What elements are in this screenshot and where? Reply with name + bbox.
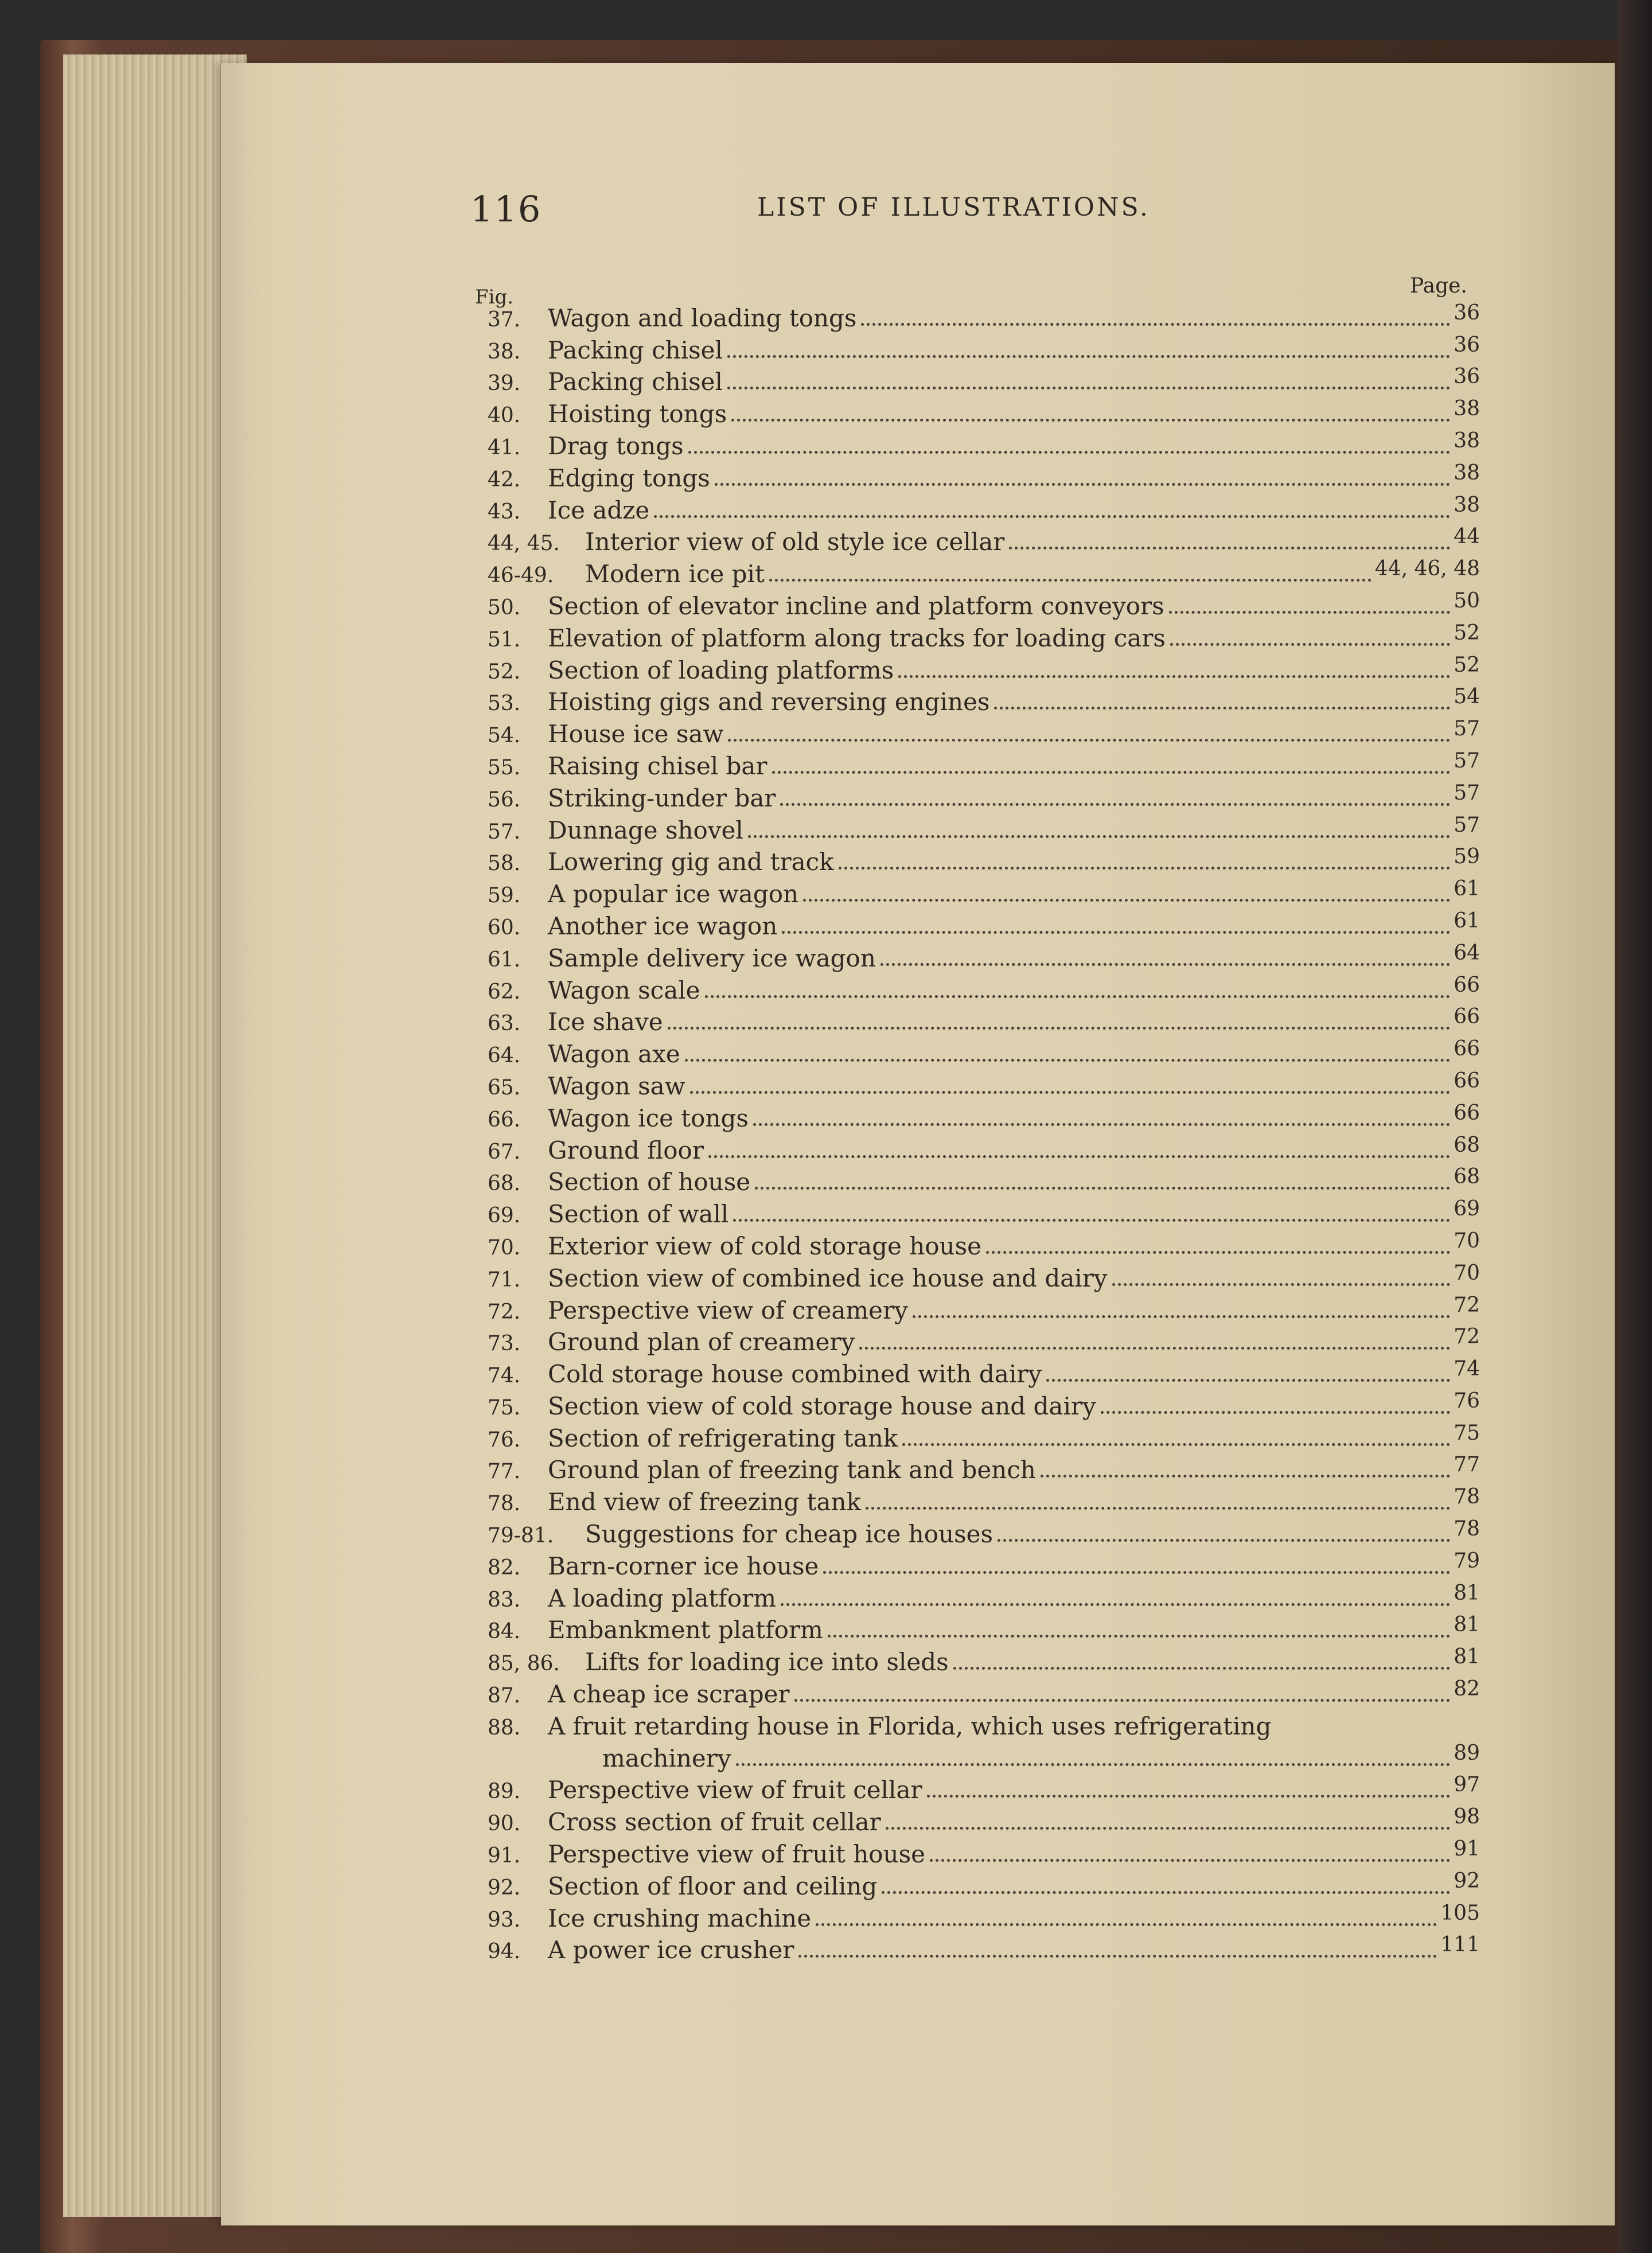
page-number: 116 [470, 188, 542, 230]
illustration-title: Wagon axe [548, 1040, 680, 1069]
list-item [488, 1003, 1480, 1035]
dot-leader [1101, 1411, 1451, 1414]
dot-leader [1041, 1475, 1450, 1478]
fig-number: 42. [488, 467, 521, 492]
dot-leader [690, 1091, 1451, 1094]
fig-number: 55. [488, 755, 521, 779]
fig-column-label: Fig. [475, 286, 514, 309]
list-item [488, 810, 1480, 843]
fig-number: 85, 86. [488, 1652, 560, 1676]
list-item [488, 970, 1480, 1003]
list-item [488, 1866, 1480, 1899]
list-item [488, 362, 1480, 395]
illustration-title: Hoisting tongs [548, 400, 727, 428]
dot-leader [688, 451, 1451, 454]
page-reference: 70 [1454, 1229, 1480, 1253]
dot-leader [715, 483, 1450, 486]
dot-leader [866, 1507, 1450, 1510]
dot-leader [839, 867, 1451, 870]
fig-number: 60. [488, 915, 521, 940]
illustration-title: A popular ice wagon [548, 880, 799, 909]
dot-leader [733, 1219, 1450, 1222]
fig-number: 46-49. [488, 564, 554, 588]
page-reference: 72 [1454, 1325, 1480, 1349]
illustration-title: Interior view of old style ice cellar [585, 528, 1005, 556]
fig-number: 66. [488, 1108, 521, 1132]
page-reference: 75 [1454, 1421, 1480, 1445]
dot-leader [728, 739, 1450, 742]
page-reference: 44, 46, 48 [1374, 557, 1480, 581]
page-reference: 77 [1454, 1453, 1480, 1477]
fig-number: 82. [488, 1556, 521, 1580]
page-title: LIST OF ILLUSTRATIONS. [757, 193, 1151, 222]
list-item [488, 778, 1480, 810]
dot-leader [685, 1059, 1450, 1062]
fig-number: 50. [488, 595, 521, 619]
illustration-title: Lowering gig and track [548, 848, 834, 876]
list-item [488, 1163, 1480, 1195]
dot-leader [769, 579, 1372, 582]
illustration-title: House ice saw [548, 720, 724, 749]
dot-leader [927, 1795, 1451, 1798]
page-reference: 81 [1454, 1645, 1480, 1669]
page-reference: 66 [1454, 1037, 1480, 1061]
illustration-list [488, 298, 1480, 1962]
dot-leader [886, 1827, 1450, 1830]
list-item [488, 1546, 1480, 1578]
dot-leader [727, 387, 1450, 389]
page-reference: 38 [1454, 493, 1480, 517]
dot-leader [731, 419, 1450, 422]
dot-leader [654, 515, 1450, 518]
illustration-title: Wagon saw [548, 1071, 685, 1100]
fig-number: 68. [488, 1172, 521, 1196]
page-reference: 52 [1454, 653, 1480, 677]
page-reference: 89 [1454, 1741, 1480, 1765]
fig-number: 94. [488, 1940, 521, 1964]
list-item [488, 1706, 1480, 1739]
dot-leader [930, 1859, 1450, 1862]
fig-number: 79-81. [488, 1524, 554, 1548]
fig-number: 64. [488, 1044, 521, 1068]
illustration-title: Section of house [548, 1168, 751, 1196]
illustration-title: Lifts for loading ice into sleds [585, 1648, 949, 1677]
fig-number: 53. [488, 692, 521, 716]
page-reference: 68 [1454, 1165, 1480, 1189]
fig-number: 87. [488, 1684, 521, 1708]
list-item [488, 1802, 1480, 1837]
illustration-title: Another ice wagon [548, 911, 778, 940]
page-reference: 82 [1454, 1677, 1480, 1701]
list-item [488, 1194, 1480, 1229]
list-item [488, 843, 1480, 875]
list-item [488, 1739, 1480, 1771]
fig-number: 70. [488, 1235, 521, 1260]
list-item [488, 1674, 1480, 1709]
list-item [488, 554, 1480, 586]
list-item [488, 1834, 1480, 1869]
illustration-title: Wagon ice tongs [548, 1104, 749, 1132]
illustration-title: Ice crushing machine [548, 1904, 812, 1932]
fig-number: 74. [488, 1364, 521, 1388]
page-reference: 64 [1454, 941, 1480, 965]
fig-number: 61. [488, 948, 521, 972]
illustration-title: Striking-under bar [548, 784, 776, 812]
page-reference: 36 [1454, 301, 1480, 325]
illustration-title: Section of refrigerating tank [548, 1424, 898, 1452]
list-item [488, 1258, 1480, 1291]
illustration-title: Elevation of platform along tracks for loading cars [548, 623, 1166, 652]
page-reference: 91 [1454, 1837, 1480, 1861]
page-reference: 81 [1454, 1581, 1480, 1605]
page-reference: 97 [1454, 1773, 1480, 1797]
dot-leader [902, 1443, 1450, 1446]
illustration-title: Perspective view of fruit cellar [548, 1776, 922, 1804]
fig-number: 89. [488, 1780, 521, 1804]
illustration-title: Packing chisel [548, 368, 723, 396]
list-item [488, 1514, 1480, 1549]
illustration-title: A loading platform [548, 1584, 777, 1612]
fig-number: 65. [488, 1075, 521, 1100]
fig-number: 37. [488, 307, 521, 332]
list-item [488, 1642, 1480, 1677]
list-item [488, 1611, 1480, 1643]
illustration-title: Dunnage shovel [548, 816, 743, 844]
page-reference: 105 [1440, 1901, 1480, 1925]
illustration-title: Section of elevator incline and platform conveyors [548, 591, 1164, 620]
page-edges [63, 54, 247, 2217]
illustration-title: Edging tongs [548, 463, 710, 492]
fig-number: 73. [488, 1332, 521, 1356]
dot-leader [798, 1955, 1437, 1958]
page-reference: 38 [1454, 461, 1480, 485]
page-reference: 54 [1454, 685, 1480, 709]
illustration-title: A cheap ice scraper [548, 1680, 790, 1709]
fig-number: 88. [488, 1716, 521, 1740]
fig-number: 83. [488, 1588, 521, 1612]
list-item [488, 1386, 1480, 1418]
list-item [488, 394, 1480, 426]
fig-number: 63. [488, 1012, 521, 1036]
list-item [488, 1771, 1480, 1803]
dot-leader [828, 1635, 1450, 1638]
page-column-label: Page. [1410, 274, 1467, 298]
dot-leader [781, 1603, 1450, 1606]
page-reference: 61 [1454, 909, 1480, 933]
fig-number: 43. [488, 500, 521, 524]
page-reference: 61 [1454, 877, 1480, 901]
dot-leader [708, 1155, 1450, 1158]
dot-leader [782, 931, 1450, 934]
dot-leader [986, 1251, 1450, 1254]
dot-leader [953, 1667, 1450, 1670]
page-reference: 81 [1454, 1613, 1480, 1637]
dot-leader [823, 1571, 1450, 1574]
illustration-title: Section of wall [548, 1200, 729, 1229]
illustration-title: Suggestions for cheap ice houses [585, 1520, 993, 1549]
page-reference: 98 [1454, 1805, 1480, 1829]
illustration-title: Sample delivery ice wagon [548, 944, 876, 972]
fig-number: 41. [488, 435, 521, 459]
illustration-title: Cold storage house combined with dairy [548, 1360, 1042, 1389]
fig-number: 93. [488, 1908, 521, 1932]
list-item [488, 426, 1480, 458]
fig-number: 67. [488, 1140, 521, 1164]
page-reference: 36 [1454, 365, 1480, 389]
list-item [488, 1291, 1480, 1323]
page-reference: 72 [1454, 1293, 1480, 1317]
illustration-title: Ground plan of freezing tank and bench [548, 1456, 1036, 1484]
dot-leader [748, 835, 1450, 838]
list-item [488, 1354, 1480, 1389]
list-item [488, 490, 1480, 523]
page-reference: 59 [1454, 845, 1480, 869]
illustration-title: End view of freezing tank [548, 1488, 862, 1517]
list-item [488, 1131, 1480, 1163]
dot-leader [898, 675, 1450, 678]
fig-number: 54. [488, 724, 521, 748]
fig-number: 78. [488, 1492, 521, 1516]
illustration-title: machinery [602, 1744, 731, 1772]
fig-number: 52. [488, 660, 521, 684]
list-item [488, 683, 1480, 715]
dot-leader [1170, 643, 1450, 646]
list-item [488, 1482, 1480, 1517]
page-reference: 57 [1454, 781, 1480, 805]
fig-number: 77. [488, 1460, 521, 1484]
page-reference: 38 [1454, 428, 1480, 453]
fig-number: 59. [488, 884, 521, 908]
page-reference: 69 [1454, 1197, 1480, 1221]
dot-leader [736, 1763, 1451, 1766]
dot-leader [913, 1315, 1450, 1318]
fig-number: 92. [488, 1876, 521, 1900]
dot-leader [994, 707, 1450, 710]
fig-number: 69. [488, 1204, 521, 1228]
dot-leader [998, 1539, 1450, 1542]
list-item [488, 906, 1480, 938]
fig-number: 51. [488, 627, 521, 652]
illustration-title: Packing chisel [548, 336, 723, 364]
illustration-title: A fruit retarding house in Florida, which uses refrigerating [548, 1712, 1272, 1740]
fig-number: 91. [488, 1844, 521, 1868]
illustration-title: Ground floor [548, 1136, 704, 1164]
list-item [488, 1418, 1480, 1451]
list-item [488, 1451, 1480, 1483]
dot-leader [882, 1891, 1450, 1894]
fig-number: 57. [488, 820, 521, 844]
illustration-title: Section of loading platforms [548, 656, 894, 684]
illustration-title: Drag tongs [548, 431, 684, 460]
illustration-title: Wagon scale [548, 976, 700, 1004]
fig-number: 58. [488, 852, 521, 876]
page-reference: 57 [1454, 717, 1480, 741]
dot-leader [859, 1347, 1450, 1350]
list-item [488, 618, 1480, 650]
illustration-title: Hoisting gigs and reversing engines [548, 688, 990, 716]
list-item [488, 874, 1480, 909]
dot-leader [794, 1699, 1451, 1702]
fig-number: 62. [488, 980, 521, 1004]
page-reference: 57 [1454, 813, 1480, 837]
list-item [488, 938, 1480, 970]
page-reference: 66 [1454, 1101, 1480, 1125]
list-item [488, 650, 1480, 683]
fig-number: 39. [488, 372, 521, 396]
dot-leader [780, 803, 1450, 806]
list-item [488, 1578, 1480, 1611]
list-item [488, 298, 1480, 330]
illustration-title: Section of floor and ceiling [548, 1872, 878, 1900]
fig-number: 71. [488, 1268, 521, 1292]
fig-number: 44, 45. [488, 532, 560, 556]
list-item [488, 1066, 1480, 1098]
list-item [488, 1323, 1480, 1355]
illustration-title: Exterior view of cold storage house [548, 1231, 981, 1260]
fig-number: 72. [488, 1300, 521, 1324]
list-item [488, 523, 1480, 555]
list-item [488, 746, 1480, 778]
dot-leader [705, 995, 1451, 998]
list-item [488, 714, 1480, 749]
page-reference: 44 [1454, 525, 1480, 549]
page-reference: 57 [1454, 749, 1480, 773]
list-item [488, 1931, 1480, 1963]
list-item [488, 1226, 1480, 1258]
page-reference: 76 [1454, 1389, 1480, 1413]
page-reference: 70 [1454, 1261, 1480, 1285]
dot-leader [753, 1123, 1450, 1126]
illustration-title: Modern ice pit [585, 560, 765, 588]
page-reference: 111 [1440, 1933, 1480, 1957]
illustration-title: Section view of combined ice house and dairy [548, 1264, 1108, 1292]
page-reference: 92 [1454, 1869, 1480, 1893]
right-gutter [1618, 0, 1652, 2253]
dot-leader [727, 355, 1450, 358]
page-reference: 36 [1454, 333, 1480, 357]
illustration-title: Barn-corner ice house [548, 1552, 819, 1580]
fig-number: 84. [488, 1620, 521, 1644]
page-reference: 78 [1454, 1485, 1480, 1509]
dot-leader [1112, 1283, 1451, 1286]
dot-leader [755, 1187, 1450, 1190]
dot-leader [861, 323, 1450, 326]
dot-leader [772, 771, 1451, 774]
fig-number: 75. [488, 1396, 521, 1420]
list-item [488, 1899, 1480, 1931]
illustration-title: Wagon and loading tongs [548, 303, 857, 332]
dot-leader [816, 1923, 1437, 1926]
illustration-title: Perspective view of fruit house [548, 1840, 925, 1869]
dot-leader [668, 1027, 1451, 1030]
illustration-title: Ground plan of creamery [548, 1328, 855, 1357]
page-reference: 74 [1454, 1357, 1480, 1381]
illustration-title: Perspective view of creamery [548, 1296, 908, 1324]
page-reference: 38 [1454, 397, 1480, 421]
page-reference: 52 [1454, 621, 1480, 645]
dot-leader [803, 899, 1450, 902]
page-reference: 66 [1454, 973, 1480, 997]
page-reference: 66 [1454, 1069, 1480, 1093]
dot-leader [1169, 611, 1450, 614]
fig-number: 90. [488, 1812, 521, 1836]
fig-number: 40. [488, 404, 521, 428]
list-item [488, 1098, 1480, 1131]
list-item [488, 1034, 1480, 1069]
page-reference: 66 [1454, 1005, 1480, 1029]
dot-leader [880, 963, 1450, 966]
dot-leader [1046, 1379, 1450, 1382]
fig-number: 38. [488, 340, 521, 364]
illustration-title: Section view of cold storage house and dairy [548, 1391, 1096, 1420]
page-reference: 78 [1454, 1517, 1480, 1541]
fig-number: 56. [488, 788, 521, 812]
illustration-title: A power ice crusher [548, 1936, 794, 1964]
illustration-title: Raising chisel bar [548, 751, 767, 780]
page-reference: 68 [1454, 1133, 1480, 1157]
dot-leader [1009, 547, 1450, 549]
illustration-title: Ice shave [548, 1008, 663, 1036]
page-reference: 79 [1454, 1549, 1480, 1573]
fig-number: 76. [488, 1428, 521, 1452]
page-reference: 50 [1454, 588, 1480, 613]
illustration-title: Embankment platform [548, 1616, 823, 1644]
illustration-title: Ice adze [548, 496, 650, 524]
list-item [488, 330, 1480, 362]
list-item [488, 586, 1480, 618]
list-item [488, 458, 1480, 490]
illustration-title: Cross section of fruit cellar [548, 1808, 881, 1837]
